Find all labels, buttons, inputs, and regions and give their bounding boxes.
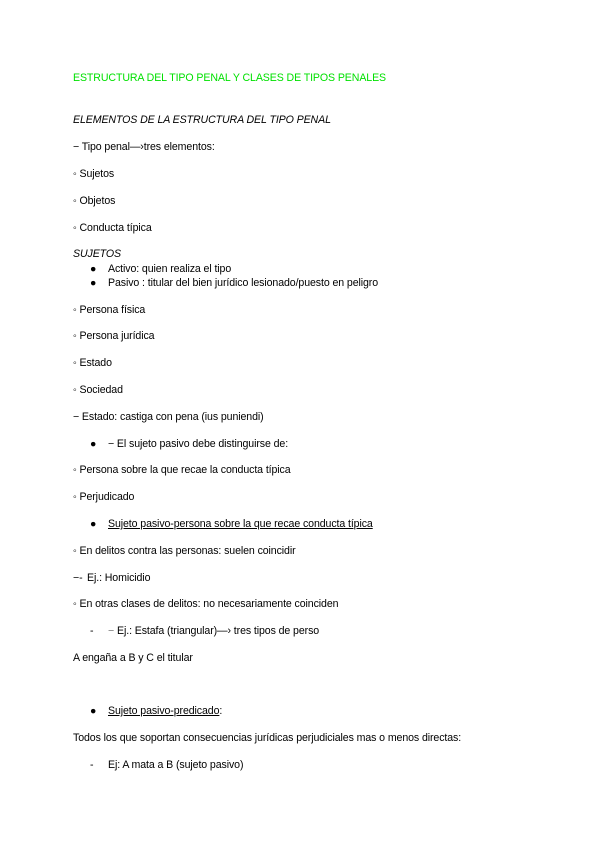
- dash-icon: -: [90, 759, 94, 771]
- engana-line: A engaña a B y C el titular: [73, 652, 193, 664]
- list-item-persona-fisica: ◦ Persona física: [73, 304, 146, 316]
- document-title: ESTRUCTURA DEL TIPO PENAL Y CLASES DE TIPOS PENALES: [73, 72, 387, 84]
- bullet-icon: ●: [90, 277, 97, 289]
- ej-mata: Ej: A mata a B (sujeto pasivo): [108, 759, 244, 771]
- ej-homicidio: Ej.: Homicidio: [87, 572, 151, 584]
- list-item-conducta: ◦ Conducta típica: [73, 222, 152, 234]
- bullet-icon: ●: [90, 518, 97, 530]
- list-item-estado: ◦ Estado: [73, 357, 112, 369]
- tipo-penal-line: − Tipo penal—›tres elementos:: [73, 141, 215, 153]
- list-item-persona-conducta: ◦ Persona sobre la que recae la conducta típica: [73, 464, 291, 476]
- bullet-icon: ●: [90, 705, 97, 717]
- dash-icon: −-: [73, 572, 83, 584]
- ej-estafa: Ej.: Estafa (triangular)—› tres tipos de perso: [117, 625, 320, 637]
- todos-los-line: Todos los que soportan consecuencias jurídicas perjudiciales mas o menos directas:: [73, 732, 462, 744]
- sujetos-heading: SUJETOS: [73, 248, 121, 260]
- small-dash-icon: −: [108, 625, 115, 637]
- list-item-sociedad: ◦ Sociedad: [73, 384, 123, 396]
- bullet-activo: Activo: quien realiza el tipo: [108, 263, 232, 275]
- bullet-sujeto-persona: Sujeto pasivo-persona sobre la que recae conducta típica: [108, 518, 373, 530]
- section-heading: ELEMENTOS DE LA ESTRUCTURA DEL TIPO PENAL: [73, 114, 331, 126]
- bullet-predicado: Sujeto pasivo-predicado: [108, 705, 220, 717]
- dash-icon: -: [90, 625, 94, 637]
- predicado-colon: :: [219, 705, 223, 717]
- estado-castiga-line: − Estado: castiga con pena (ius puniendi): [73, 411, 264, 423]
- list-item-persona-juridica: ◦ Persona jurídica: [73, 330, 155, 342]
- bullet-predicado-line: [108, 705, 222, 718]
- otras-clases-line: ◦ En otras clases de delitos: no necesariamente coinciden: [73, 598, 339, 610]
- bullet-icon: ●: [90, 263, 97, 275]
- list-item-perjudicado: ◦ Perjudicado: [73, 491, 135, 503]
- bullet-icon: ●: [90, 438, 97, 450]
- bullet-pasivo: Pasivo : titular del bien jurídico lesionado/puesto en peligro: [108, 277, 378, 289]
- list-item-objetos: ◦ Objetos: [73, 195, 116, 207]
- delitos-personas-line: ◦ En delitos contra las personas: suelen coincidir: [73, 545, 296, 557]
- bullet-distinguirse: − El sujeto pasivo debe distinguirse de:: [108, 438, 289, 450]
- list-item-sujetos: ◦ Sujetos: [73, 168, 115, 180]
